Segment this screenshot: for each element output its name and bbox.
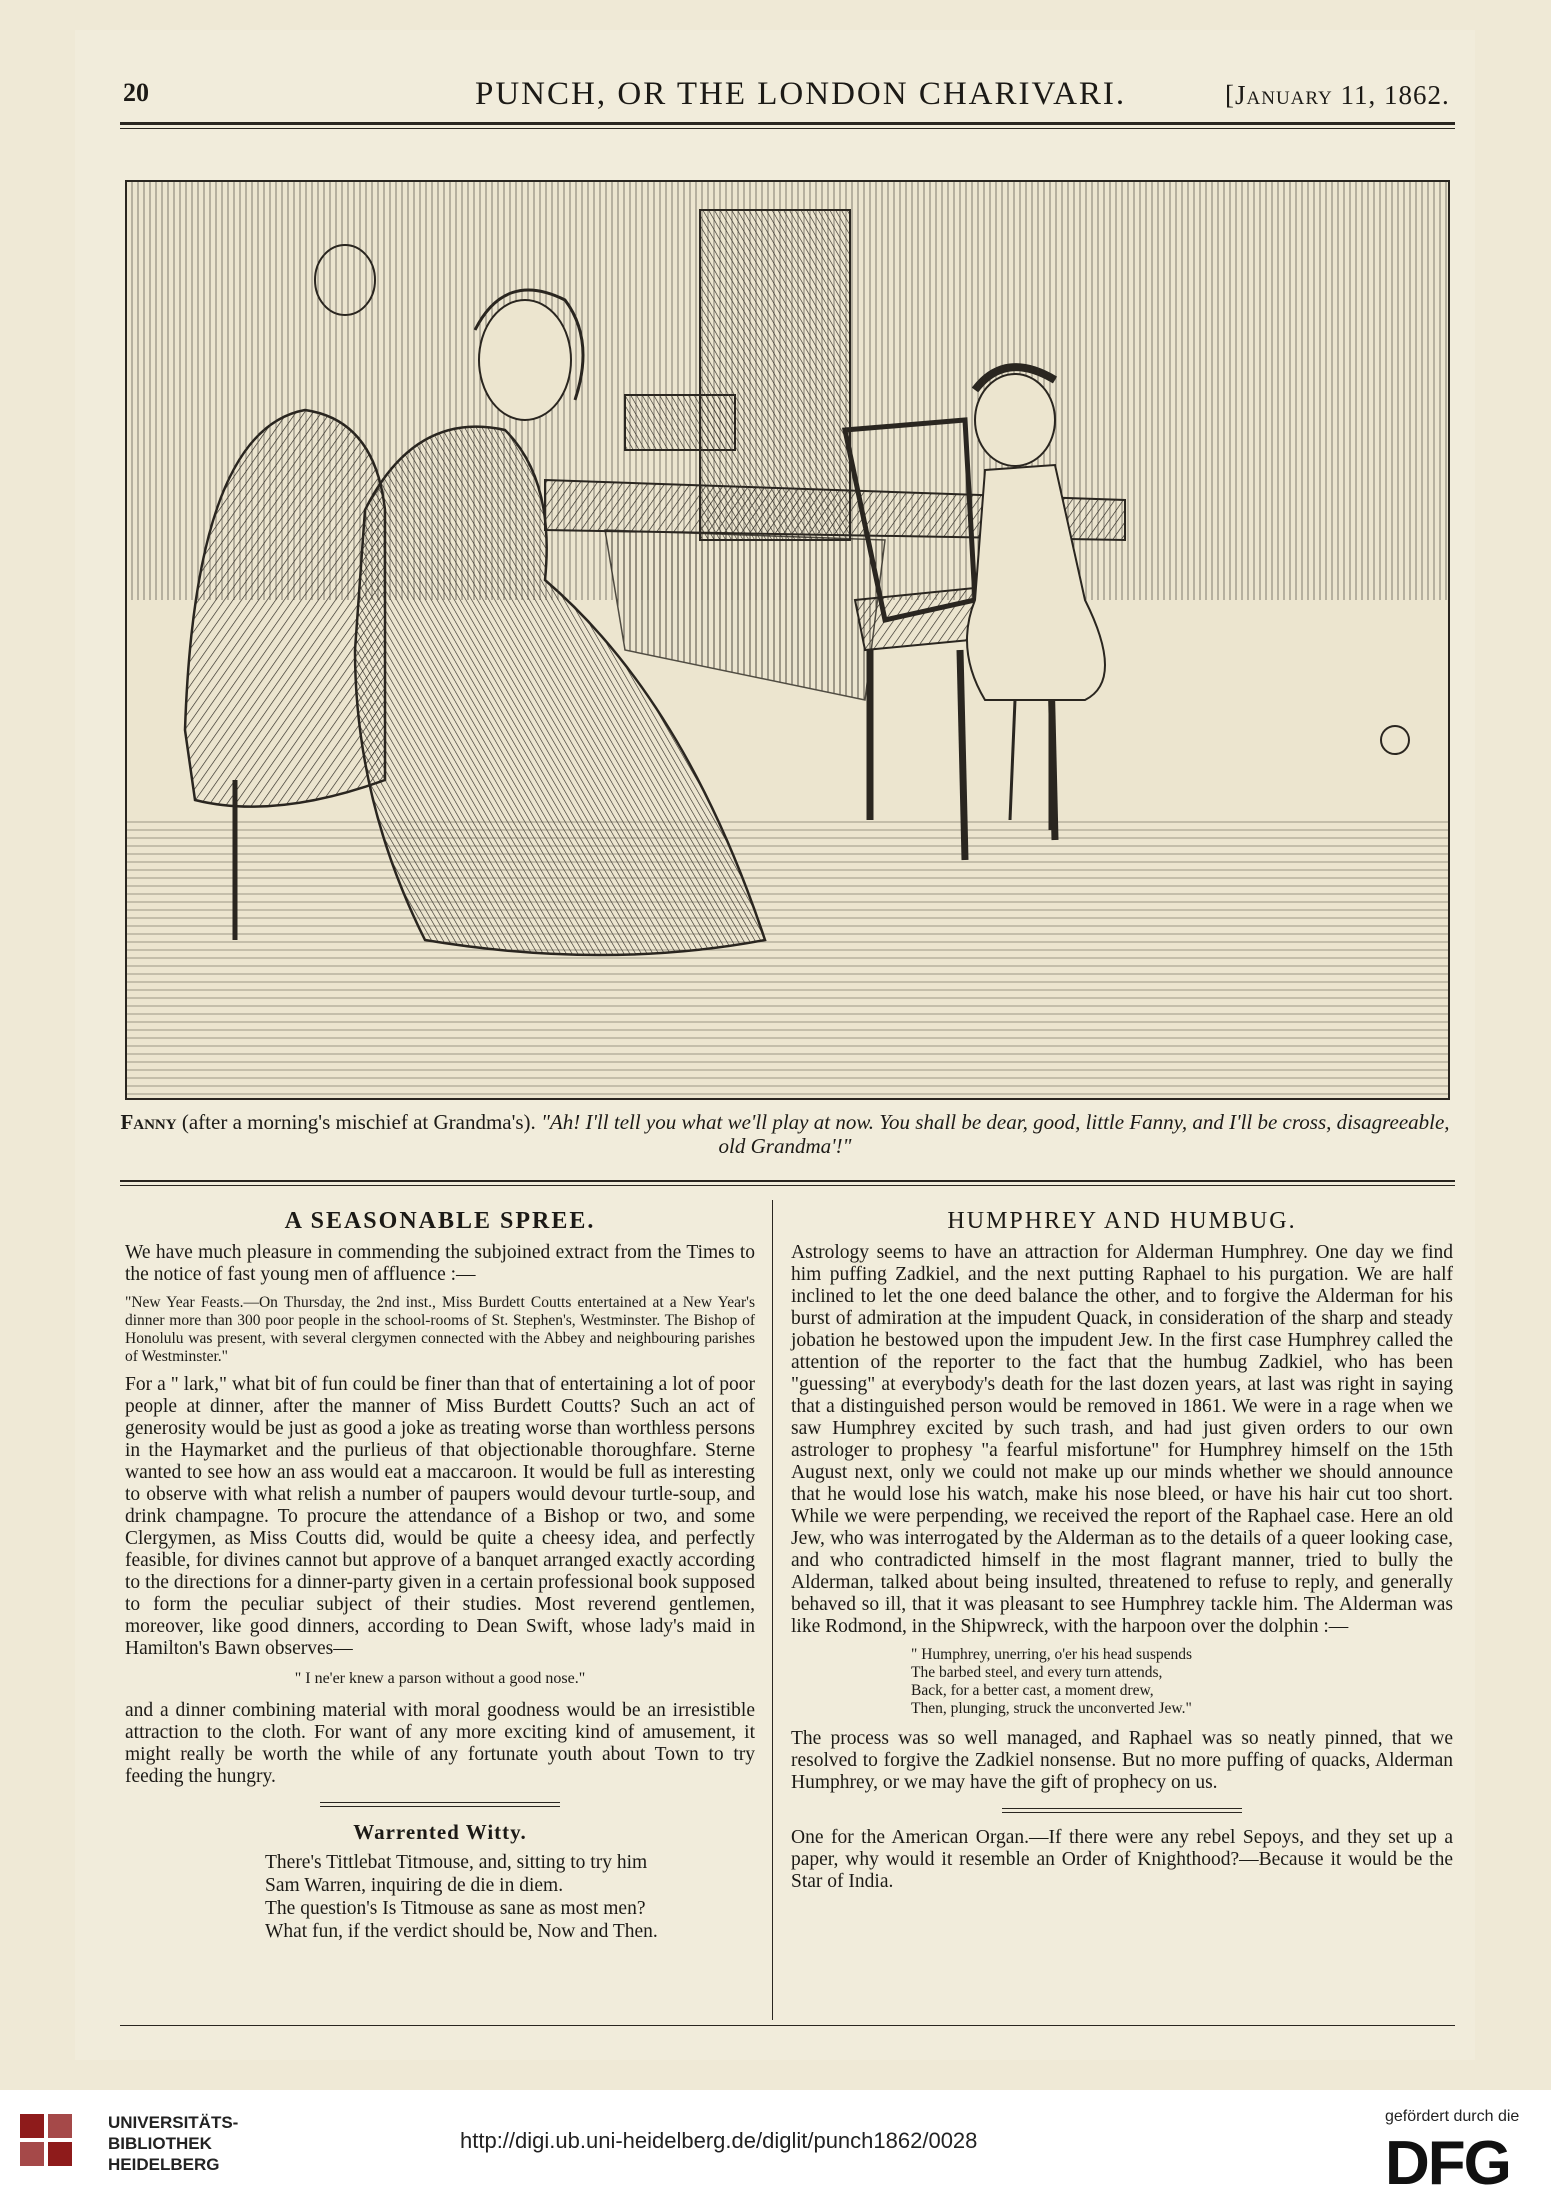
funding-label: gefördert durch die bbox=[1385, 2108, 1520, 2125]
header-rule bbox=[120, 122, 1455, 125]
issue-date: [January 11, 1862. bbox=[1225, 80, 1450, 110]
short-divider bbox=[320, 1802, 560, 1807]
bottom-rule bbox=[120, 2025, 1455, 2026]
page-title: PUNCH, OR THE LONDON CHARIVARI. bbox=[475, 76, 1127, 112]
verse-quote bbox=[911, 1646, 1453, 1718]
library-line: BIBLIOTHEK bbox=[108, 2134, 212, 2153]
right-column bbox=[791, 1210, 1453, 1901]
poem-line: The question's Is Titmouse as sane as most men? bbox=[265, 1898, 646, 1919]
library-line: UNIVERSITÄTS- bbox=[108, 2113, 239, 2132]
newspaper-page bbox=[75, 30, 1475, 2060]
source-url-link[interactable]: http://digi.ub.uni-heidelberg.de/diglit/punch1862/0028 bbox=[460, 2128, 978, 2153]
poem-line: There's Tittlebat Titmouse, and, sitting to try him bbox=[265, 1852, 648, 1873]
article-closing: and a dinner combining material with moral goodness would be an irresistible attraction to the cloth. For want of any more exciting kind of amusement, it might really be worth the while of any fortunate youth about Town to try feeding the hungry. bbox=[125, 1700, 755, 1787]
verse-line: The barbed steel, and every turn attends, bbox=[911, 1664, 1163, 1681]
poem-line: Sam Warren, inquiring de die in diem. bbox=[265, 1875, 564, 1896]
article-heading-humphrey: HUMPHREY AND HUMBUG. bbox=[947, 1208, 1297, 1234]
article-body: For a " lark," what bit of fun could be finer than that of entertaining a lot of poor people at dinner, after the manner of Miss Burdett Coutts? Such an act of generosity would be just as good a joke as treating worse than worthless persons in the Haymarket and the purlieus of that objectionable thoroughfare. Sterne wanted to see how an ass would eat a maccaroon. It would be full as interesting to observe with what relish a number of paupers would devour turtle-soup, and drink champagne. To procure the attendance of a Bishop or two, and some Clergymen, as Miss Coutts did, would be quite a cheesy idea, and perfectly feasible, for divines cannot but approve of a banquet arranged exactly according to the directions for a dinner-party given in a certain professional book supposed to form the peculiar subject of their studies. Most reverend gentlemen, moreover, like good dinners, according to Dean Swift, whose lady's maid in Hamilton's Bawn observes— bbox=[125, 1374, 755, 1659]
verse-line: " Humphrey, unerring, o'er his head suspends bbox=[911, 1646, 1193, 1663]
verse-line: Then, plunging, struck the unconverted Jew." bbox=[911, 1700, 1192, 1717]
floor bbox=[125, 820, 1450, 1100]
grandma-head bbox=[479, 300, 571, 420]
library-name bbox=[108, 2112, 238, 2175]
verse-line: Back, for a better cast, a moment drew, bbox=[911, 1682, 1154, 1699]
workbox bbox=[625, 395, 735, 450]
header-rule-thin bbox=[120, 128, 1455, 129]
section-rule bbox=[120, 1180, 1455, 1182]
engraving-drawing bbox=[125, 180, 1450, 1100]
girl-head bbox=[975, 374, 1055, 466]
poem-line: What fun, if the verdict should be, Now and Then. bbox=[265, 1921, 658, 1942]
article-heading-seasonable-spree: A SEASONABLE SPREE. bbox=[284, 1208, 596, 1234]
column-divider bbox=[772, 1200, 773, 2020]
chair-leg bbox=[960, 650, 965, 860]
swift-quote: " I ne'er knew a parson without a good nose." bbox=[294, 1670, 586, 1687]
times-extract: "New Year Feasts.—On Thursday, the 2nd inst., Miss Burdett Coutts entertained at a New Year's dinner more than 300 poor people in the school-rooms of St. Stephen's, Westminster. The Bishop of Honolulu was present, with several clergymen connected with the Abbey and neighbouring parishes of Westminster." bbox=[125, 1294, 755, 1365]
section-rule-thin bbox=[120, 1185, 1455, 1186]
library-line: HEIDELBERG bbox=[108, 2155, 220, 2174]
cartoon-illustration bbox=[125, 180, 1450, 1100]
caption-subject: Fanny bbox=[120, 1110, 177, 1134]
cartoon-caption bbox=[115, 1110, 1455, 1158]
caption-setup: (after a morning's mischief at Grandma's). bbox=[176, 1110, 536, 1134]
dfg-logo: DFG bbox=[1385, 2129, 1510, 2198]
page-number: 20 bbox=[123, 78, 149, 107]
caption-speech: "Ah! I'll tell you what we'll play at now. You shall be dear, good, little Fanny, and I'll be cross, disagreeable, old Grandma'!" bbox=[541, 1110, 1450, 1158]
doll-head bbox=[1381, 726, 1409, 754]
university-library-logo-icon bbox=[18, 2110, 98, 2180]
riddle-paragraph: One for the American Organ.—If there were any rebel Sepoys, and they set up a paper, why would it resemble an Order of Knighthood?—Because it would be the Star of India. bbox=[791, 1827, 1453, 1892]
article-intro: We have much pleasure in commending the subjoined extract from the Times to the notice of fast young men of affluence :— bbox=[125, 1242, 755, 1285]
digitization-footer bbox=[0, 2090, 1551, 2203]
article-conclusion: The process was so well managed, and Raphael was so neatly pinned, that we resolved to forgive the Zadkiel nonsense. But no more puffing of quacks, Alderman Humphrey, or we may have the gift of prophecy on us. bbox=[791, 1728, 1453, 1793]
girl-leg bbox=[1010, 700, 1015, 820]
table-cloth bbox=[605, 530, 885, 700]
short-divider bbox=[1002, 1808, 1242, 1813]
left-column bbox=[125, 1210, 755, 1943]
article-body: Astrology seems to have an attraction for Alderman Humphrey. One day we find him puffing Zadkiel, and the next putting Raphael to his purgation. We are half inclined to let the one deed balance the other, and to forgive the Alderman for his burst of admiration at the impudent Quack, in consideration of the sharp and steady jobation he bestowed upon the impudent Jew. In the first case Humphrey called the attention of the reporter to the fact that the humbug Zadkiel, who has been "guessing" at everybody's death for the last dozen years, at last was right in saying that a distinguished person would be removed in 1861. We were in a rage when we saw Humphrey excited by such trash, and had just given orders to our own astrologer to prophesy "a fearful misfortune" for Humphrey himself on the 15th August next, only we could not make up our minds whether we should announce that he would lose his watch, make his nose bleed, or have his hair cut too short. While we were perpending, we received the report of the Raphael case. Here an old Jew, who was interrogated by the Alderman as to the details of a queer looking case, and who contradicted himself in the most flagrant manner, tried to bully the Alderman, talked about being insulted, threatened to refuse to reply, and generally behaved so ill, that it was pleasant to see Humphrey tackle him. The Alderman was like Rodmond, in the Shipwreck, with the harpoon over the dolphin :— bbox=[791, 1242, 1453, 1637]
poem bbox=[265, 1851, 755, 1943]
poem-title: Warrented Witty. bbox=[353, 1820, 527, 1844]
